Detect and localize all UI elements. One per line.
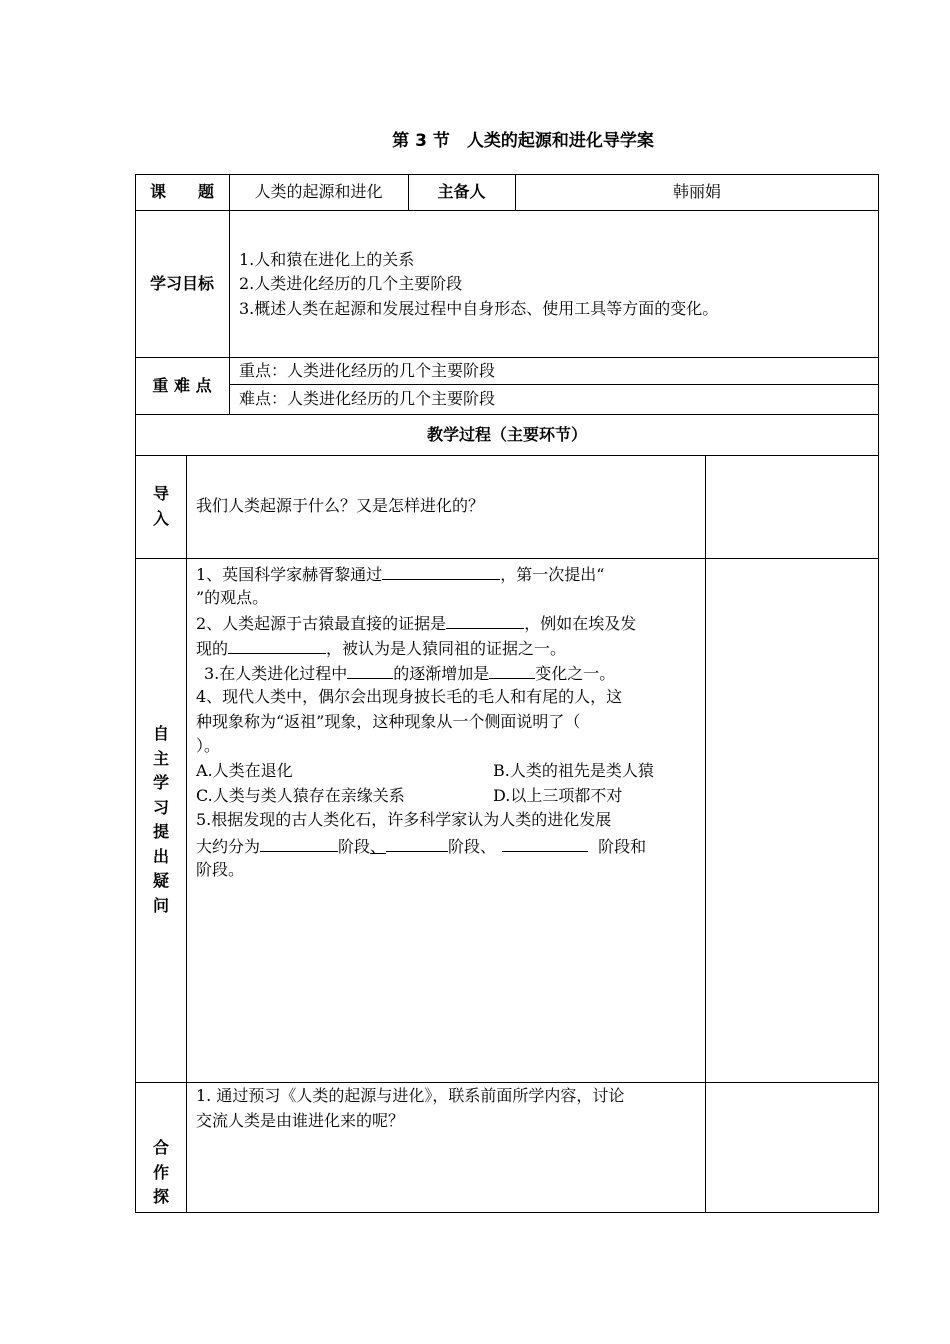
question-1-line-1: 1、英国科学家赫胥黎通过 ，第一次提出“ xyxy=(196,561,604,587)
cooperate-line-1: 1. 通过预习《人类的起源与进化》，联系前面所学内容，讨论 xyxy=(196,1086,625,1105)
cooperate-label: 合 作 探 xyxy=(152,1138,169,1206)
question-5-line-3: 阶段。 xyxy=(196,860,245,879)
preparer-value: 韩丽娟 xyxy=(672,182,721,201)
row-divider xyxy=(135,210,879,211)
question-1-line-2: ”的观点。 xyxy=(196,588,269,607)
option-d: D.以上三项都不对 xyxy=(493,786,623,805)
cooperate-line-2: 交流人类是由谁进化来的呢？ xyxy=(196,1111,405,1130)
col-divider xyxy=(186,455,187,1213)
row-divider xyxy=(135,558,879,559)
intro-label: 导 入 xyxy=(152,484,169,528)
row-divider xyxy=(135,414,879,415)
row-divider xyxy=(135,357,879,358)
question-4-line-2: 种现象称为“返祖”现象，这种现象从一个侧面说明了（ xyxy=(196,712,581,731)
question-3: 3.在人类进化过程中 的逐渐增加是 变化之一。 xyxy=(204,660,615,686)
key-points-label: 重 难 点 xyxy=(152,376,212,395)
question-4-line-3: ）。 xyxy=(196,736,221,755)
process-header: 教学过程（主要环节） xyxy=(426,425,587,444)
goal-item: 3.概述人类在起源和发展过程中自身形态、使用工具等方面的变化。 xyxy=(239,299,719,318)
answer-blank[interactable] xyxy=(347,660,393,679)
question-4-line-1: 4、现代人类中，偶尔会出现身披长毛的毛人和有尾的人，这 xyxy=(196,687,623,706)
answer-blank[interactable] xyxy=(489,660,535,679)
preparer-label: 主备人 xyxy=(437,182,486,201)
option-a: A.人类在退化 xyxy=(196,761,293,780)
topic-value: 人类的起源和进化 xyxy=(254,182,383,201)
answer-blank[interactable] xyxy=(386,833,448,852)
row-divider xyxy=(135,455,879,456)
answer-blank[interactable] xyxy=(446,610,524,629)
answer-blank[interactable] xyxy=(260,833,338,852)
goals-label: 学习目标 xyxy=(149,274,214,293)
self-study-label: 自 主 学 习 提 出 疑 问 xyxy=(152,724,169,915)
option-c: C.人类与类人猿存在亲缘关系 xyxy=(196,786,405,805)
difficult-point: 难点：人类进化经历的几个主要阶段 xyxy=(239,389,496,408)
topic-label: 课 题 xyxy=(149,182,214,201)
goal-item: 2.人类进化经历的几个主要阶段 xyxy=(239,274,463,293)
answer-blank[interactable] xyxy=(228,635,326,654)
option-b: B.人类的祖先是类人猿 xyxy=(493,761,654,780)
col-divider xyxy=(705,455,706,1213)
page-title: 第 3 节 人类的起源和进化导学案 xyxy=(392,131,654,151)
answer-blank[interactable] xyxy=(502,833,588,852)
intro-text: 我们人类起源于什么？又是怎样进化的？ xyxy=(196,496,485,515)
question-2-line-2: 现的 ，被认为是人猿同祖的证据之一。 xyxy=(196,635,566,661)
key-point: 重点：人类进化经历的几个主要阶段 xyxy=(239,361,496,380)
question-2-line-1: 2、人类起源于古猿最直接的证据是 ，例如在埃及发 xyxy=(196,610,636,636)
row-divider xyxy=(135,1082,879,1083)
question-5-line-2: 大约分为 阶段、 阶段、 阶段和 xyxy=(196,833,646,859)
question-5-line-1: 5.根据发现的古人类化石，许多科学家认为人类的进化发展 xyxy=(196,810,612,829)
col-divider xyxy=(229,174,230,415)
row-divider xyxy=(229,384,879,385)
goal-item: 1.人和猿在进化上的关系 xyxy=(239,250,415,269)
answer-blank[interactable] xyxy=(382,561,500,580)
